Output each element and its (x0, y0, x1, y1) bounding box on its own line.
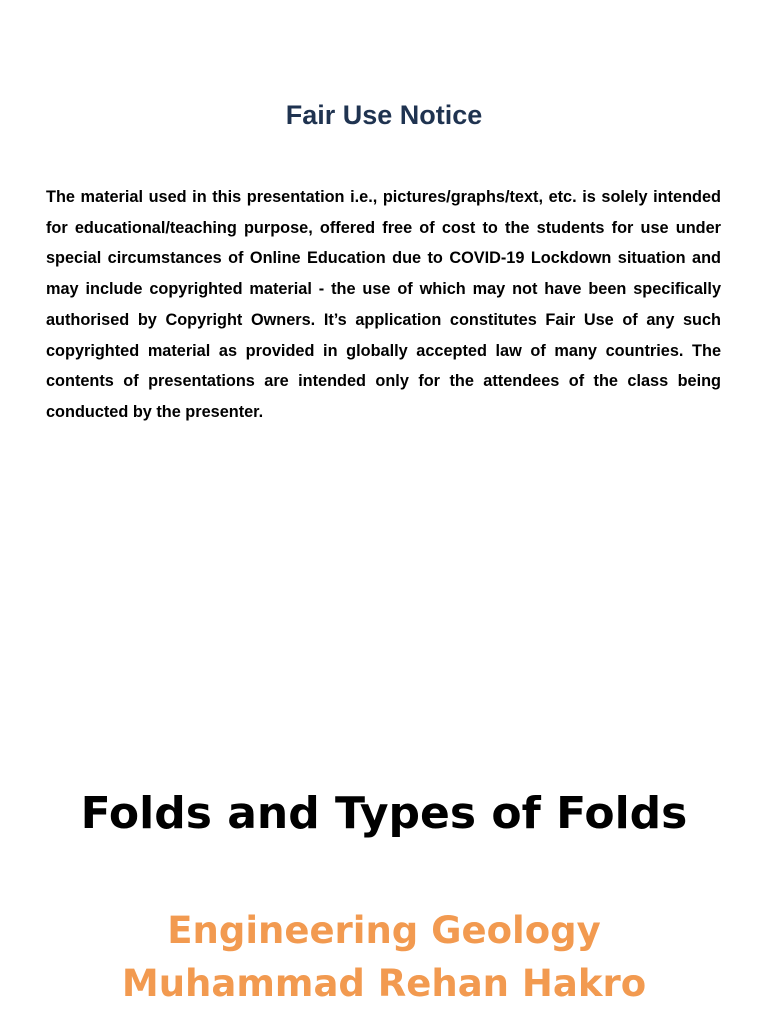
presentation-title: Folds and Types of Folds (80, 788, 688, 839)
author-name: Muhammad Rehan Hakro (121, 962, 647, 1005)
notice-title: Fair Use Notice (285, 100, 483, 130)
course-name: Engineering Geology (167, 909, 601, 952)
notice-body-text: The material used in this presentation i.e., pictures/graphs/text, etc. is solely intended for educational/teaching purpose, offered free of cost to the students for use under special circumstances of Online Education due to COVID-19 Lockdown situation and may include copyrighted material - the use of which may not have been specifically authorised by Copyright Owners. It’s application constitutes Fair Use of any such copyrighted material as provided in globally accepted law of many countries. The contents of presentations are intended only for the attendees of the class being conducted by the presenter. (46, 188, 721, 421)
presentation-subtitle (0, 904, 768, 1010)
